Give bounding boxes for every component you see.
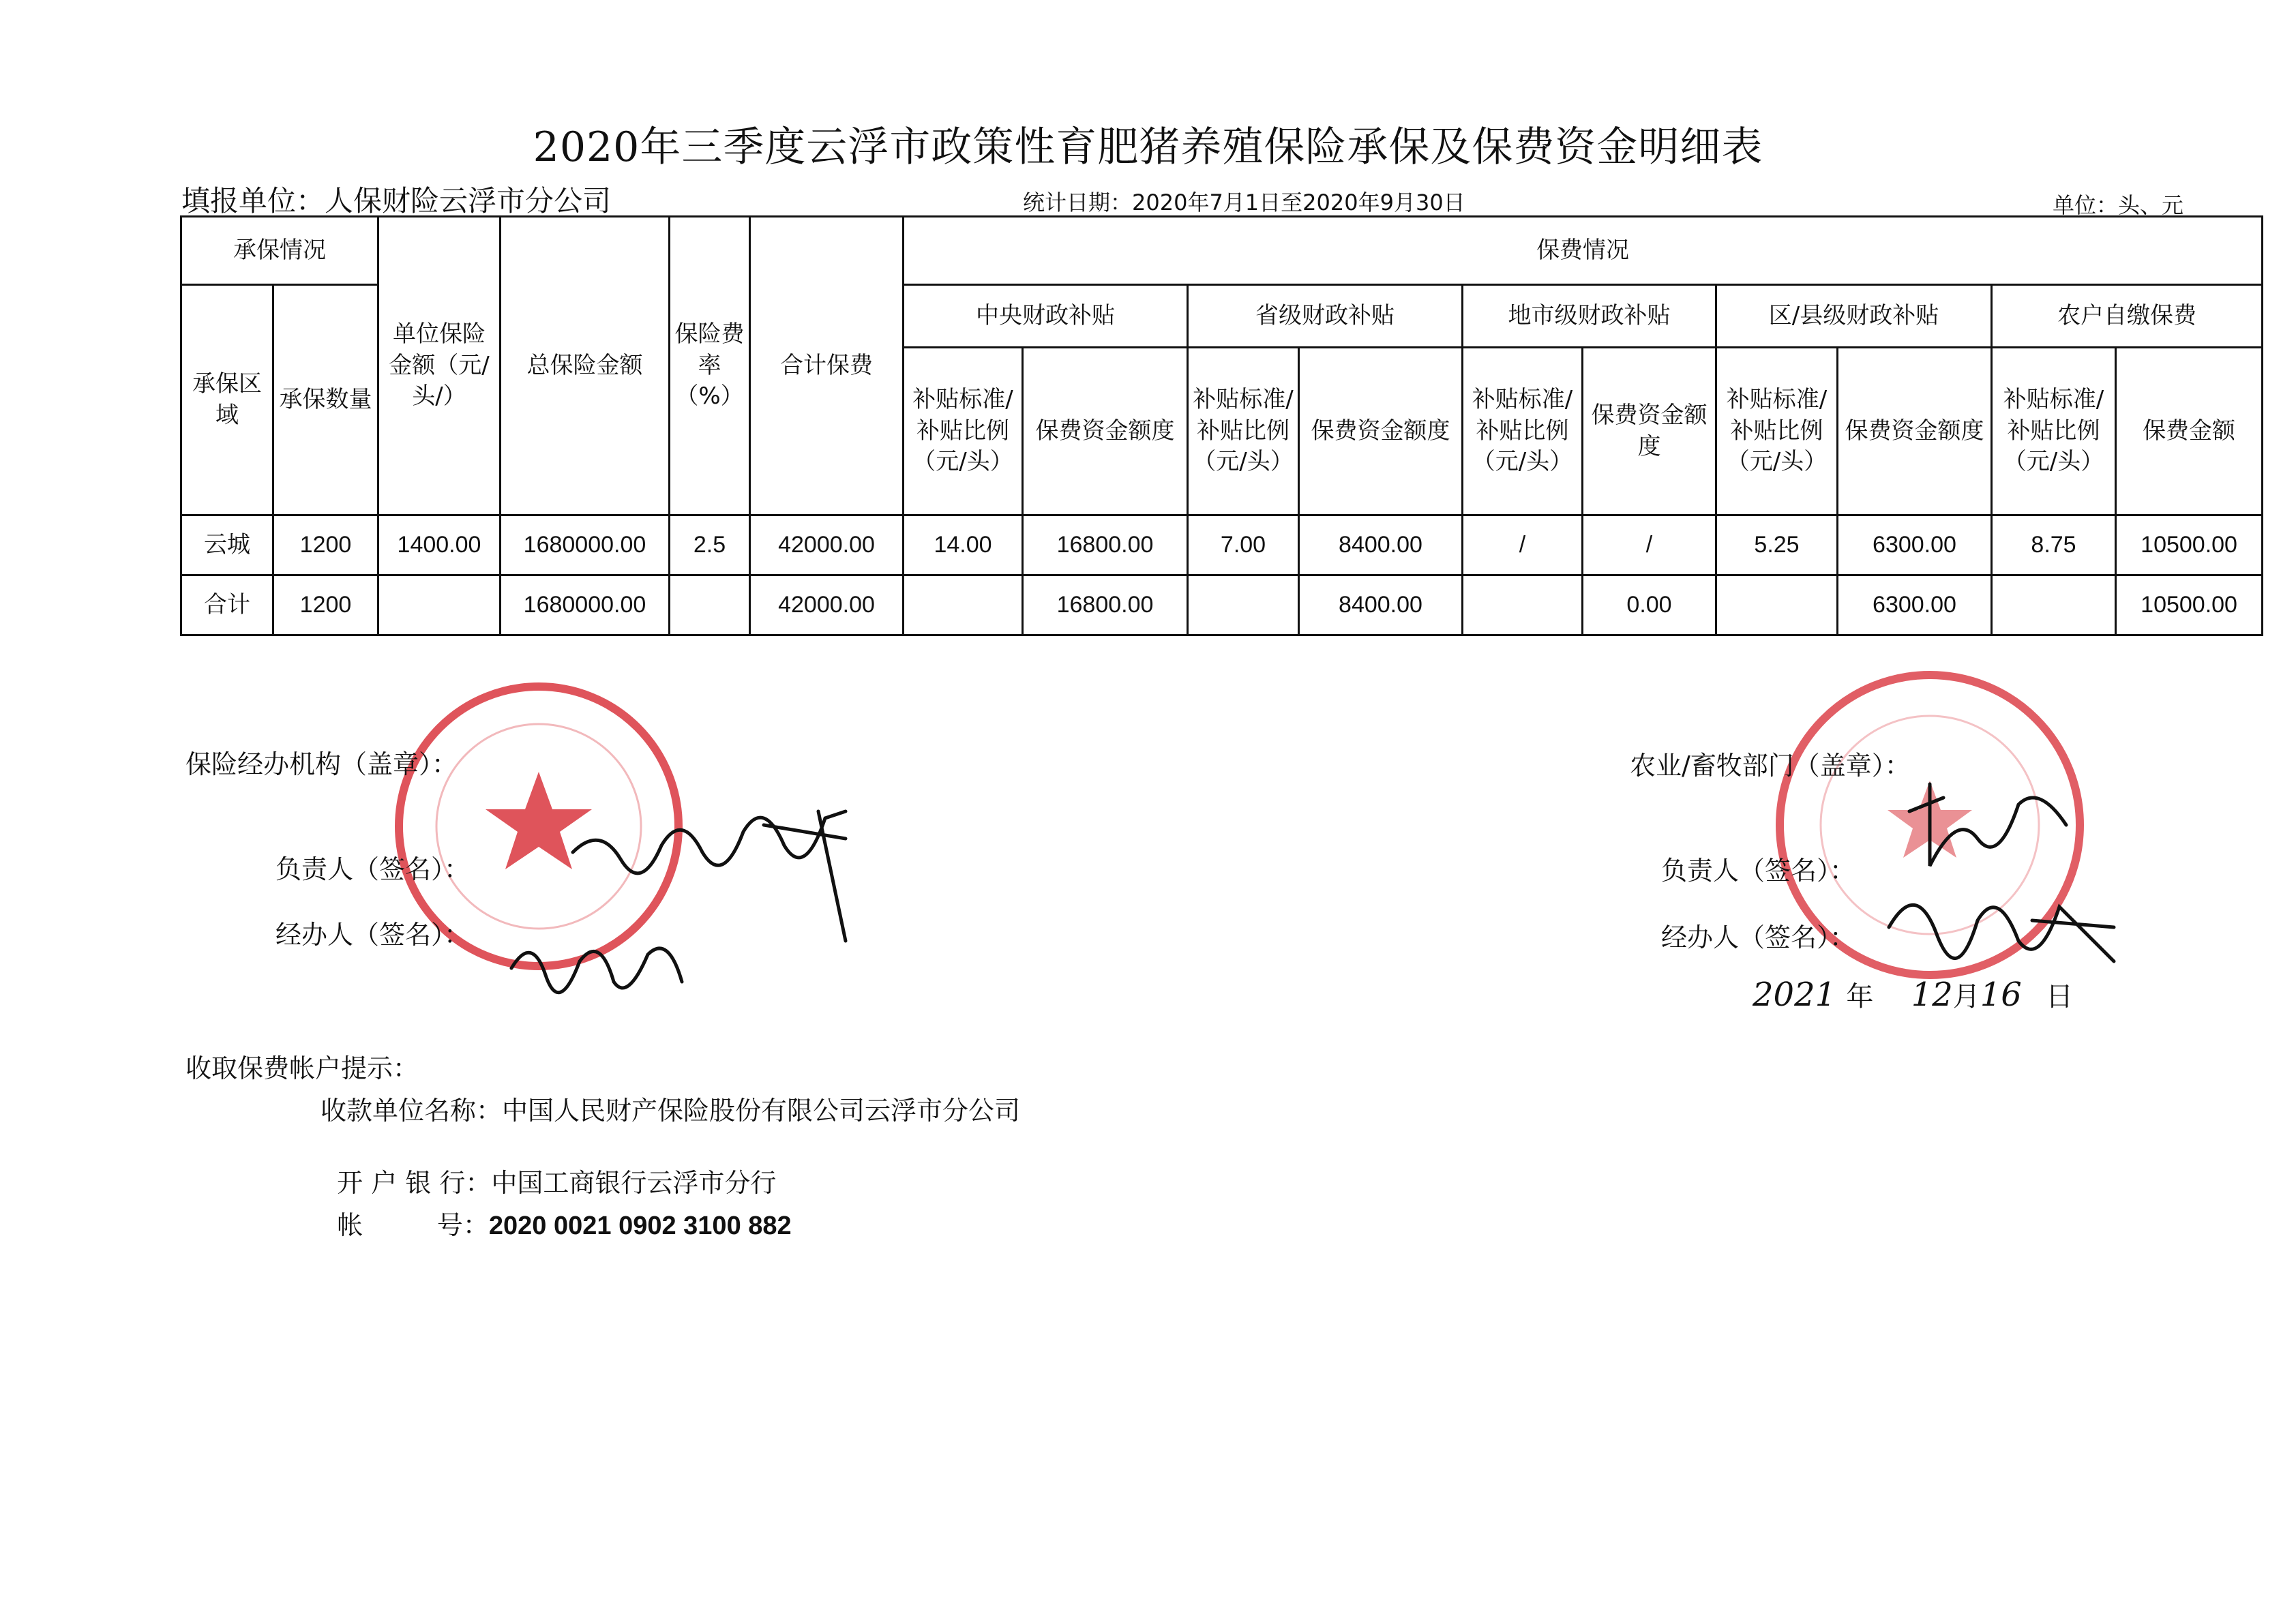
- header-county: 区/县级财政补贴: [1716, 285, 1992, 348]
- cell-unit-amount: [378, 575, 501, 635]
- header-total-premium: 合计保费: [750, 217, 904, 515]
- agri-handler-signature: [1882, 866, 2128, 982]
- cell-farmer-std: 8.75: [1992, 515, 2116, 575]
- stat-period: 统计日期：2020年7月1日至2020年9月30日: [1023, 190, 1465, 215]
- header-provincial: 省级财政补贴: [1188, 285, 1463, 348]
- cell-county-amt: 6300.00: [1838, 575, 1992, 635]
- unit-note: 单位：头、元: [2053, 192, 2184, 218]
- cell-county-std: [1716, 575, 1838, 635]
- header-farmer-standard: 补贴标准/补贴比例（元/头）: [1992, 348, 2116, 515]
- agri-head-label: 负责人（签名）：: [1661, 856, 1856, 886]
- cell-prov-amt: 8400.00: [1299, 575, 1463, 635]
- cell-prov-std: [1188, 575, 1299, 635]
- header-underwriting: 承保情况: [181, 217, 378, 285]
- cell-quantity: 1200: [273, 515, 378, 575]
- cell-city-std: [1463, 575, 1583, 635]
- header-area: 承保区域: [181, 285, 273, 515]
- cell-central-std: [904, 575, 1023, 635]
- header-unit-amount: 单位保险金额（元/头/）: [378, 217, 501, 515]
- header-farmer-amount: 保费金额: [2116, 348, 2263, 515]
- header-premium-status: 保费情况: [904, 217, 2263, 285]
- cell-quantity: 1200: [273, 575, 378, 635]
- header-prov-standard: 补贴标准/补贴比例（元/头）: [1188, 348, 1299, 515]
- cell-prov-std: 7.00: [1188, 515, 1299, 575]
- bank-row: 开 户 银 行：中国工商银行云浮市分行: [337, 1168, 777, 1198]
- payee-row: 收款单位名称：中国人民财产保险股份有限公司云浮市分公司: [320, 1096, 1021, 1126]
- header-county-standard: 补贴标准/补贴比例（元/头）: [1716, 348, 1838, 515]
- table-row: [181, 575, 2263, 635]
- header-prov-amount: 保费资金额度: [1299, 348, 1463, 515]
- cell-unit-amount: 1400.00: [378, 515, 501, 575]
- cell-city-amt: /: [1583, 515, 1716, 575]
- cell-total-amount: 1680000.00: [501, 515, 670, 575]
- header-total-amount: 总保险金额: [501, 217, 670, 515]
- cell-area: 合计: [181, 575, 273, 635]
- cell-city-std: /: [1463, 515, 1583, 575]
- header-city-standard: 补贴标准/补贴比例（元/头）: [1463, 348, 1583, 515]
- cell-total-premium: 42000.00: [750, 575, 904, 635]
- cell-rate: [670, 575, 750, 635]
- cell-area: 云城: [181, 515, 273, 575]
- cell-farmer-amt: 10500.00: [2116, 515, 2263, 575]
- cell-prov-amt: 8400.00: [1299, 515, 1463, 575]
- insurer-handler-label: 经办人（签名）：: [275, 920, 471, 950]
- cell-rate: 2.5: [670, 515, 750, 575]
- cell-central-amt: 16800.00: [1023, 515, 1188, 575]
- cell-total-premium: 42000.00: [750, 515, 904, 575]
- agri-dept-label: 农业/畜牧部门（盖章）：: [1630, 751, 1911, 781]
- header-central-amount: 保费资金额度: [1023, 348, 1188, 515]
- header-central: 中央财政补贴: [904, 285, 1188, 348]
- header-city: 地市级财政补贴: [1463, 285, 1716, 348]
- cell-central-amt: 16800.00: [1023, 575, 1188, 635]
- agri-head-signature: [1903, 770, 2080, 873]
- header-rate: 保险费率（%）: [670, 217, 750, 515]
- table-row: [181, 515, 2263, 575]
- header-quantity: 承保数量: [273, 285, 378, 515]
- header-county-amount: 保费资金额度: [1838, 348, 1992, 515]
- header-farmer: 农户自缴保费: [1992, 285, 2263, 348]
- insurer-org-label: 保险经办机构（盖章）：: [185, 749, 458, 779]
- sign-date: 2021 年 12月16 日: [1753, 976, 2074, 1014]
- document-title: 2020年三季度云浮市政策性育肥猪养殖保险承保及保费资金明细表: [533, 123, 1763, 171]
- cell-farmer-amt: 10500.00: [2116, 575, 2263, 635]
- cell-central-std: 14.00: [904, 515, 1023, 575]
- premium-detail-table: [180, 215, 2263, 636]
- cell-county-std: 5.25: [1716, 515, 1838, 575]
- reporting-unit: 填报单位：人保财险云浮市分公司: [181, 184, 612, 217]
- agri-handler-label: 经办人（签名）：: [1661, 922, 1856, 952]
- cell-city-amt: 0.00: [1583, 575, 1716, 635]
- header-city-amount: 保费资金额度: [1583, 348, 1716, 515]
- cell-county-amt: 6300.00: [1838, 515, 1992, 575]
- cell-farmer-std: [1992, 575, 2116, 635]
- header-central-standard: 补贴标准/补贴比例（元/头）: [904, 348, 1023, 515]
- cell-total-amount: 1680000.00: [501, 575, 670, 635]
- insurer-handler-signature: [505, 920, 696, 1016]
- insurer-head-label: 负责人（签名）：: [275, 854, 471, 884]
- account-heading: 收取保费帐户提示：: [185, 1053, 419, 1083]
- account-row: 帐 号：2020 0021 0902 3100 882: [337, 1210, 792, 1240]
